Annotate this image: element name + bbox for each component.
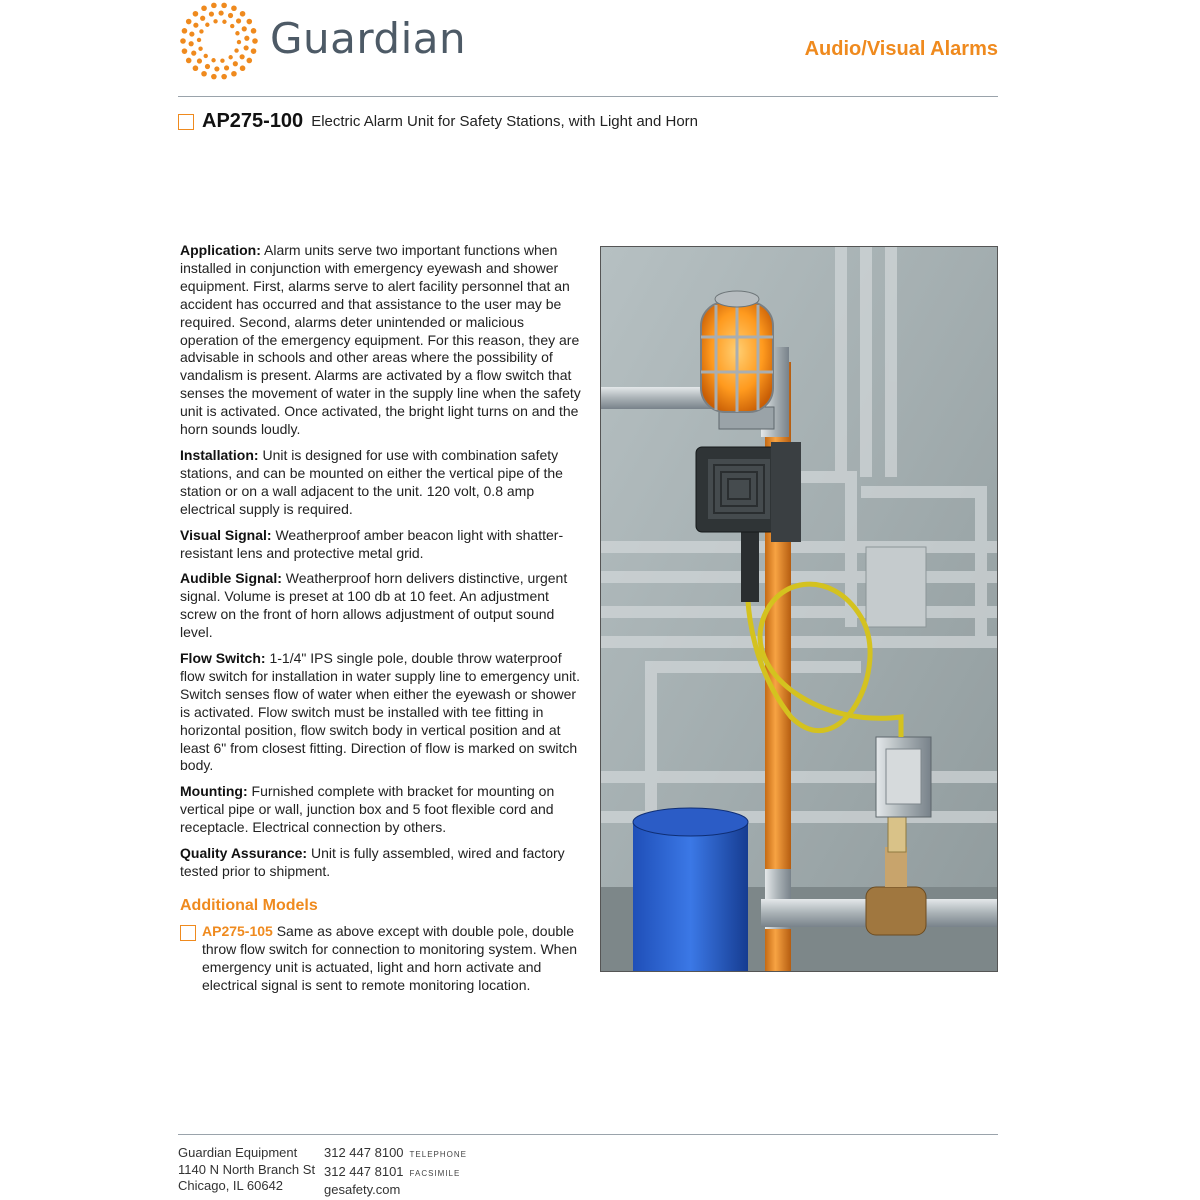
- section-title: Visual Signal:: [180, 526, 272, 543]
- footer-address: [178, 1145, 315, 1195]
- mounting-section: [180, 783, 585, 837]
- logo-dot: [213, 19, 217, 23]
- product-heading: [178, 110, 698, 133]
- logo-dot: [193, 65, 199, 71]
- logo-dot: [197, 58, 202, 63]
- logo-dot: [251, 48, 257, 54]
- logo-dot: [191, 51, 196, 56]
- logo-dot: [186, 58, 192, 64]
- spec-content: [180, 242, 585, 994]
- visual-signal-section: [180, 527, 585, 563]
- section-text: Alarm units serve two important functions when installed in conjunction with emergency eyewash and shower equipment. First, alarms serve to alert facility personnel that an accident has occurred and that assistance to the user may be required. Second, alarms deter unintended or malicious operation of the emergency equipment. For this reason, they are advisable in schools and other areas where the possibility of vandalism is present. Alarms are activated by a flow switch that senses the movement of water in the supply line when the safety unit is activated. Once activated, the bright light turns on and the horn sounds loudly.: [180, 242, 581, 438]
- guardian-logo-icon: [178, 0, 260, 82]
- logo-dot: [180, 38, 186, 44]
- logo-dot: [234, 48, 238, 52]
- brand-name: Guardian: [270, 14, 467, 63]
- logo-dot: [233, 61, 238, 66]
- logo-dot: [251, 28, 257, 34]
- footer-phone: 312 447 8100: [324, 1145, 404, 1160]
- installation-section: [180, 447, 585, 519]
- product-description: Electric Alarm Unit for Safety Stations, with Light and Horn: [311, 113, 699, 130]
- section-text: Unit is designed for use with combination safety stations, and can be mounted on either the vertical pipe of the station or on a wall adjacent to the unit. 120 volt, 0.8 amp electrical supply is required.: [180, 446, 563, 517]
- category-title: Audio/Visual Alarms: [804, 38, 998, 60]
- logo-dot: [231, 71, 237, 77]
- logo-dot: [242, 26, 247, 31]
- logo-dot: [240, 54, 245, 59]
- section-title: Installation:: [180, 446, 259, 463]
- logo-dot: [199, 29, 203, 33]
- logo-dot: [244, 45, 249, 50]
- additional-model-item: [180, 923, 585, 995]
- logo-dot: [189, 31, 194, 36]
- footer-website[interactable]: gesafety.com: [324, 1182, 401, 1197]
- logo-dot: [231, 5, 237, 11]
- section-text: Weatherproof horn delivers distinctive, urgent signal. Volume is preset at 100 db at 10 feet. An adjustment screw on the front of horn allows adjustment of output sound level.: [180, 570, 568, 641]
- logo-dot: [205, 64, 210, 69]
- additional-model-text-block: [202, 923, 585, 995]
- logo-dot: [205, 23, 209, 27]
- footer-divider: [178, 1134, 998, 1135]
- logo-dot: [211, 74, 217, 80]
- logo-dot: [237, 40, 241, 44]
- logo-dot: [230, 24, 234, 28]
- logo-dot: [244, 36, 249, 41]
- additional-models-heading: Additional Models: [180, 896, 318, 914]
- logo-dot: [214, 66, 219, 71]
- footer-company: Guardian Equipment: [178, 1145, 298, 1160]
- section-text: Unit is fully assembled, wired and factory tested prior to shipment.: [180, 845, 565, 879]
- section-title: Flow Switch:: [180, 650, 266, 667]
- logo-dot: [201, 71, 207, 77]
- logo-dot: [252, 38, 258, 44]
- model-description: Same as above except with double pole, double throw flow switch for connection to monitoring system. When emergency unit is actuated, light and horn activate and electrical signal is sent to remote monitoring location.: [202, 922, 578, 993]
- logo-dot: [240, 65, 246, 71]
- logo-dot: [228, 13, 233, 18]
- logo-dot: [235, 31, 239, 35]
- logo-dot: [219, 10, 224, 15]
- product-photo: [600, 246, 998, 972]
- section-title: Quality Assurance:: [180, 845, 308, 862]
- footer-phone-line: [324, 1145, 467, 1164]
- logo-dot: [220, 59, 224, 63]
- logo-dot: [200, 16, 205, 21]
- flow-switch-section: [180, 650, 585, 775]
- section-title: Mounting:: [180, 783, 248, 800]
- logo-dot: [224, 65, 229, 70]
- checkbox-icon: [178, 114, 194, 130]
- audible-signal-section: [180, 570, 585, 642]
- logo-dot: [221, 3, 227, 9]
- model-code: AP275-105: [202, 922, 273, 939]
- footer-phone-tag: TELEPHONE: [409, 1150, 467, 1159]
- footer-fax: 312 447 8101: [324, 1163, 404, 1179]
- logo-dot: [240, 11, 246, 17]
- logo-dot: [221, 74, 227, 80]
- logo-dot: [197, 38, 201, 42]
- section-text: 1-1/4" IPS single pole, double throw waterproof flow switch for installation in water supply line to emergency unit. Switch senses flow of water when either the eyewash or shower is activated. Flow switch must be installed with tee fitting in horizontal position, flow switch body in vertical position and at least 6" from closest fitting. Direction of flow is marked on switch body.: [180, 650, 580, 774]
- logo-dot: [193, 11, 199, 17]
- footer-contact: [324, 1145, 467, 1199]
- application-section: [180, 242, 585, 439]
- footer-fax-tag: FACSIMILE: [409, 1168, 461, 1178]
- section-text: Weatherproof amber beacon light with shatter-resistant lens and protective metal grid.: [180, 526, 564, 561]
- logo-dot: [182, 28, 188, 34]
- section-title: Application:: [180, 242, 261, 258]
- footer-city: Chicago, IL 60642: [178, 1178, 284, 1193]
- alarm-unit-illustration: [601, 247, 998, 972]
- logo-dot: [211, 58, 215, 62]
- header-divider: [178, 96, 998, 97]
- checkbox-icon: [180, 925, 196, 941]
- logo-dot: [198, 47, 202, 51]
- footer-fax-line: [324, 1164, 467, 1183]
- logo-dot: [189, 41, 194, 46]
- logo-dot: [209, 11, 214, 16]
- logo-dot: [193, 23, 198, 28]
- logo-dot: [246, 58, 252, 64]
- logo-dot: [186, 19, 192, 25]
- logo-dot: [201, 5, 207, 11]
- section-text: Furnished complete with bracket for mounting on vertical pipe or wall, junction box and 5 foot flexible cord and receptacle. Electrical connection by others.: [180, 783, 555, 836]
- logo-dot: [204, 54, 208, 58]
- logo-dot: [182, 48, 188, 54]
- logo-dot: [228, 55, 232, 59]
- logo-dot: [211, 3, 217, 9]
- footer-street: 1140 N North Branch St: [178, 1161, 316, 1177]
- product-code: AP275-100: [202, 110, 304, 132]
- logo-dot: [222, 20, 226, 24]
- section-title: Audible Signal:: [180, 570, 282, 587]
- logo-dot: [246, 19, 252, 25]
- quality-assurance-section: [180, 845, 585, 881]
- logo-dot: [236, 18, 241, 23]
